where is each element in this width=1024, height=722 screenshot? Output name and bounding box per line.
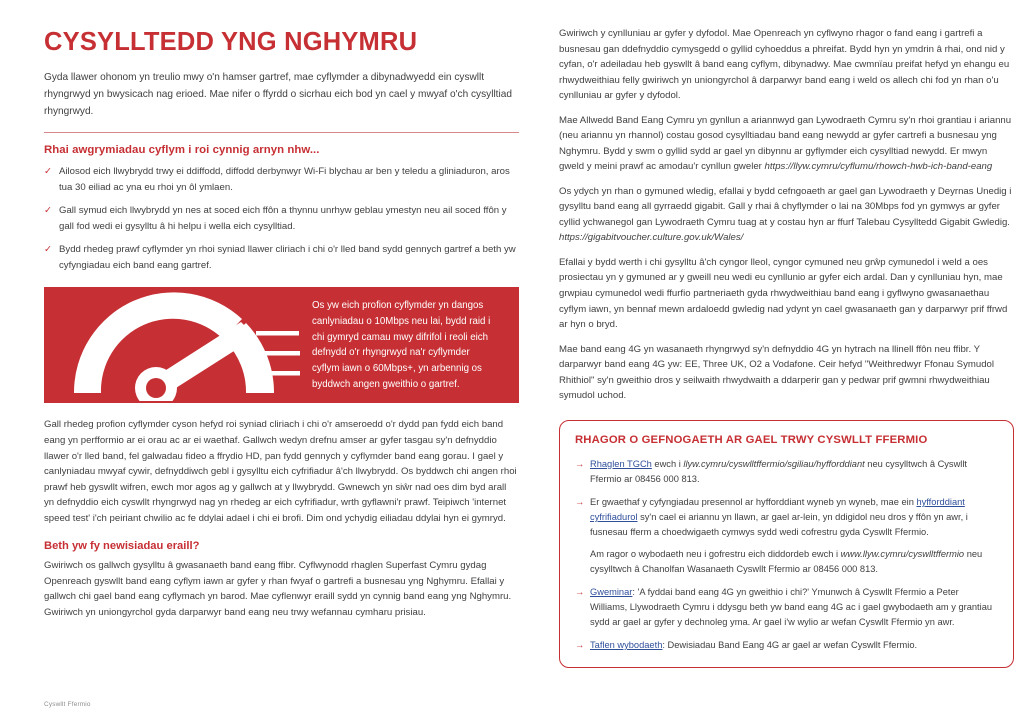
list-item [44, 242, 519, 273]
tgch-text-before: ewch i [651, 458, 684, 469]
page-title: CYSYLLTEDD YNG NGHYMRU [44, 28, 418, 56]
speed-test-paragraph: Gall rhedeg profion cyflymder cyson hefyd roi syniad cliriach i chi o'r amseroedd o'r dydd pan fydd eich band eang yn perfformio ar ei orau ac ar ei waethaf. Gallwch wedyn drefnu amser ar gyfer tasgau sy'n defnyddio llawer o'r lled band, fel galwadau fideo a ffrydio HD, pan fydd gennych y cyflymder band eang gorau. I gael y canlyniadau mwyaf cywir, defnyddiwch gebl i gysylltu eich cyfrifiadur â'ch llwybrydd. Os byddwch chi angen rhoi prawf heb gyswllt wifren, ewch mor agos ag y gallwch at y llwybrydd. Gwnewch yn siŵr nad oes dim byd arall yn defnyddio eich cyswllt rhyngrwyd nag yn rhedeg ar eich cyfrifiadur, wrth gyflawni'r prawf. Teipiwch 'internet speed test' i'ch peiriant chwilio ac fe ddylai adael i chi ei brofi. Dim ond ychydig eiliadau ddylai hyn ei gymryd. [44, 419, 517, 524]
webinar-link[interactable]: Gweminar [590, 587, 633, 598]
gigabit-url: https://gigabitvoucher.culture.gov.uk/Wales/ [559, 232, 744, 244]
list-item [575, 457, 997, 487]
training-after: sy'n cael ei ariannu yn llawn, ar gael ar-lein, yn ddigidol neu dros y ffôn yn awr, i fusnesau fferm a choedwigaeth cymwys sydd wedi cofrestru gyda Cyswllt Ffermio. [590, 511, 968, 537]
training-sub-lead: Am ragor o wybodaeth neu i gofrestru eich diddordeb ewch i [590, 548, 841, 559]
tgch-link[interactable]: Rhaglen TGCh [590, 458, 652, 469]
allwedd-paragraph [559, 113, 1014, 175]
check-icon: ✓ [44, 244, 52, 256]
training-sub-paragraph [590, 547, 997, 577]
list-item-text: Ailosod eich llwybrydd trwy ei ddiffodd, diffodd derbynwyr Wi-Fi blychau ar ben y teledu a gliniaduron, aros tua 30 eiliad ac yna eu rhoi yn ôl ymlaen. [59, 166, 510, 193]
factsheet-link[interactable]: Taflen wybodaeth [590, 640, 663, 651]
arrow-right-icon: → [575, 496, 585, 507]
webinar-text: : 'A fyddai band eang 4G yn gweithio i chi?' Ymunwch â Cyswllt Ffermio a Peter Williams, Llywodraeth Cymru i ddysgu beth yw band eang 4G ac i gael gwybodaeth am y grantiau sydd ar gael ar gyfer y dechnoleg yma. Ar gael i'w wylio ar wefan Cyswllt Ffermio yn awr. [590, 587, 993, 628]
list-item [575, 495, 997, 577]
list-item-text: Gall symud eich llwybrydd yn nes at soced eich ffôn a thynnu unrhyw geblau ymestyn neu ail soced ffôn y gall fod wedi ei gysylltu â hi helpu i wella eich cysylltiad. [59, 205, 507, 232]
support-callout-box [559, 420, 1014, 669]
left-column [44, 26, 519, 702]
training-link[interactable]: hyfforddiant cyfrifiadurol [590, 496, 965, 522]
tgch-url[interactable]: llyw.cymru/cyswlltffermio/sgiliau/hyfforddiant [683, 458, 865, 469]
arrow-right-icon: → [575, 587, 585, 598]
speed-callout-text: Os yw eich profion cyflymder yn dangos canlyniadau o 10Mbps neu lai, bydd raid i chi gymryd camau mwy difrifol i reoli eich defnydd o'r rhyngrwyd na'r cyflymder cyflym iawn o 60Mbps+, yn arbennig os byddwch angen gweithio o gartref. [312, 300, 491, 390]
training-lead: Er gwaethaf y cyfyngiadau presennol ar hyfforddiant wyneb yn wyneb, mae ein [590, 496, 917, 507]
intro-paragraph: Gyda llawer ohonom yn treulio mwy o'n hamser gartref, mae cyflymder a dibynadwyedd ein cyswllt rhyngrwyd yn bwysicach nag erioed. Mae nifer o ffyrdd o sicrhau eich bod yn cael y mwyaf o'ch cysylltiad rhyngrwyd. [44, 72, 512, 117]
factsheet-text: : Dewisiadau Band Eang 4G ar gael ar wefan Cyswllt Ffermio. [662, 640, 918, 651]
right-column [559, 26, 1014, 702]
list-item [575, 638, 997, 653]
tips-heading: Rhai awgrymiadau cyflym i roi cynnig arnyn nhw... [44, 144, 320, 157]
check-icon: ✓ [44, 166, 52, 178]
divider-rule [44, 132, 519, 133]
arrow-right-icon: → [575, 640, 585, 651]
list-item [44, 164, 519, 195]
footer-brand: Cyswllt Ffermio [44, 701, 91, 708]
list-item-text: Bydd rhedeg prawf cyflymder yn rhoi syniad llawer cliriach i chi o'r lled band sydd gennych gartref a beth yw cyfyngiadau eich band eang gartref. [59, 244, 516, 271]
options-paragraph: Gwiriwch os gallwch gysylltu â gwasanaeth band eang ffibr. Cyflwynodd rhaglen Superfast Cymru gydag Openreach gyswllt band eang cyflym iawn ar gyfer y rhan fwyaf o gartrefi a busnesau yng Nghymru. Efallai y gallwch chi gael band eang cyflymach yn barod. Mae cyflenwyr eraill sydd yn cynnig band eang yng Nghymru. Gwiriwch yn uniongyrchol gyda darparwyr band eang neu trwy wefannau cymharu prisiau. [44, 560, 512, 618]
callout-title: RHAGOR O GEFNOGAETH AR GAEL TRWY CYSWLLT FFERMIO [575, 433, 928, 446]
community-paragraph: Efallai y bydd werth i chi gysylltu â'ch cyngor lleol, cyngor cymuned neu grŵp cymunedol i weld a oes prosiectau yn y gymuned ar y gweill neu wedi eu cynllunio ar gyfer eich ardal. Dan y cynlluniau hyn, mae grwpiau cymunedol wedi ffurfio partneriaeth gyda rhwydweithiau band eang i gyflwyno gwasanaethau cyflym iawn, yn bennaf mewn ardaloedd gwledig nad ydynt yn cael gwasanaeth gan y darparwyr prif ffrwd ar hyn o bryd. [559, 256, 1008, 331]
check-icon: ✓ [44, 205, 52, 217]
training-sub-url[interactable]: www.llyw.cymru/cyswlltffermio [840, 548, 965, 559]
list-item [44, 203, 519, 234]
support-list [575, 457, 997, 654]
options-heading: Beth yw fy newisiadau eraill? [44, 540, 200, 553]
list-item [575, 585, 997, 630]
allwedd-text: Mae Allwedd Band Eang Cymru yn gynllun a ariannwyd gan Lywodraeth Cymru sy'n rhoi grantiau i ariannu (neu ariannu yn rhannol) costau gosod cysylltiadau band eang newydd ar gyfer cartrefi a busnesau yng Nghymru. Bydd y swm o gyllid sydd ar gael yn dibynnu ar gyflymder eich cysylltiad newydd. Er mwyn gweld y meini prawf ac amodau'r cynllun gweler [559, 114, 1012, 173]
speed-callout-box [44, 287, 519, 403]
training-sub-after: neu cysylltwch â Chanolfan Wasanaeth Cyswllt Ffermio ar 08456 000 813. [590, 548, 983, 574]
gigabit-paragraph [559, 184, 1014, 246]
speedometer-icon [56, 286, 304, 404]
arrow-right-icon: → [575, 458, 585, 469]
fourg-paragraph: Mae band eang 4G yn wasanaeth rhyngrwyd sy'n defnyddio 4G yn hytrach na llinell ffôn neu ffibr. Y darparwyr band eang 4G yw: EE, Three UK, O2 a Vodafone. Ceir hefyd "Weithredwyr Ffonau Symudol Rhithiol" sy'n gweithio dros y seilwaith rhwydwaith a ddarperir gan y pedwar prif gwmni rhwydweithiau symudol uchod. [559, 343, 994, 402]
gigabit-text: Os ydych yn rhan o gymuned wledig, efallai y bydd cefngoaeth ar gael gan Lywodraeth y Deyrnas Unedig i gysylltu band eang all gyrraedd gigabit. Gall y rhai â chyflymder o lai na 30Mbps fod yn gymwys ar gyfer cyllid ychwanegol gan Lywodraeth Cymru tuag at y costau hyn ar ffurf Talebau Cysylltedd Gigabit Gwledig. [559, 185, 1012, 228]
two-column-layout [44, 26, 1012, 702]
tgch-text-after: neu cysylltwch â Cyswllt Ffermio ar 08456 000 813. [590, 458, 968, 484]
future-plans-paragraph: Gwiriwch y cynlluniau ar gyfer y dyfodol. Mae Openreach yn cyflwyno rhagor o fand eang i gartrefi a busnesau gan ddefnyddio cymysgedd o gyllid cyhoeddus a phreifat. Bydd hyn yn ymdrin â rhai, ond nid y cyfan, o'r adeiladau heb gyswllt â band eang cyflym, dibynadwy. Mae cwmnïau preifat hefyd yn ehangu eu rhwydweithiau felly gwiriwch yn uniongyrchol â darparwyr band eang i weld os allech chi fod yn rhan o'u cynlluniau ar gyfer y dyfodol. [559, 28, 1010, 102]
tips-list [44, 164, 519, 273]
allwedd-url: https://llyw.cymru/cyflumu/rhowch-hwb-ich-band-eang [764, 161, 993, 173]
